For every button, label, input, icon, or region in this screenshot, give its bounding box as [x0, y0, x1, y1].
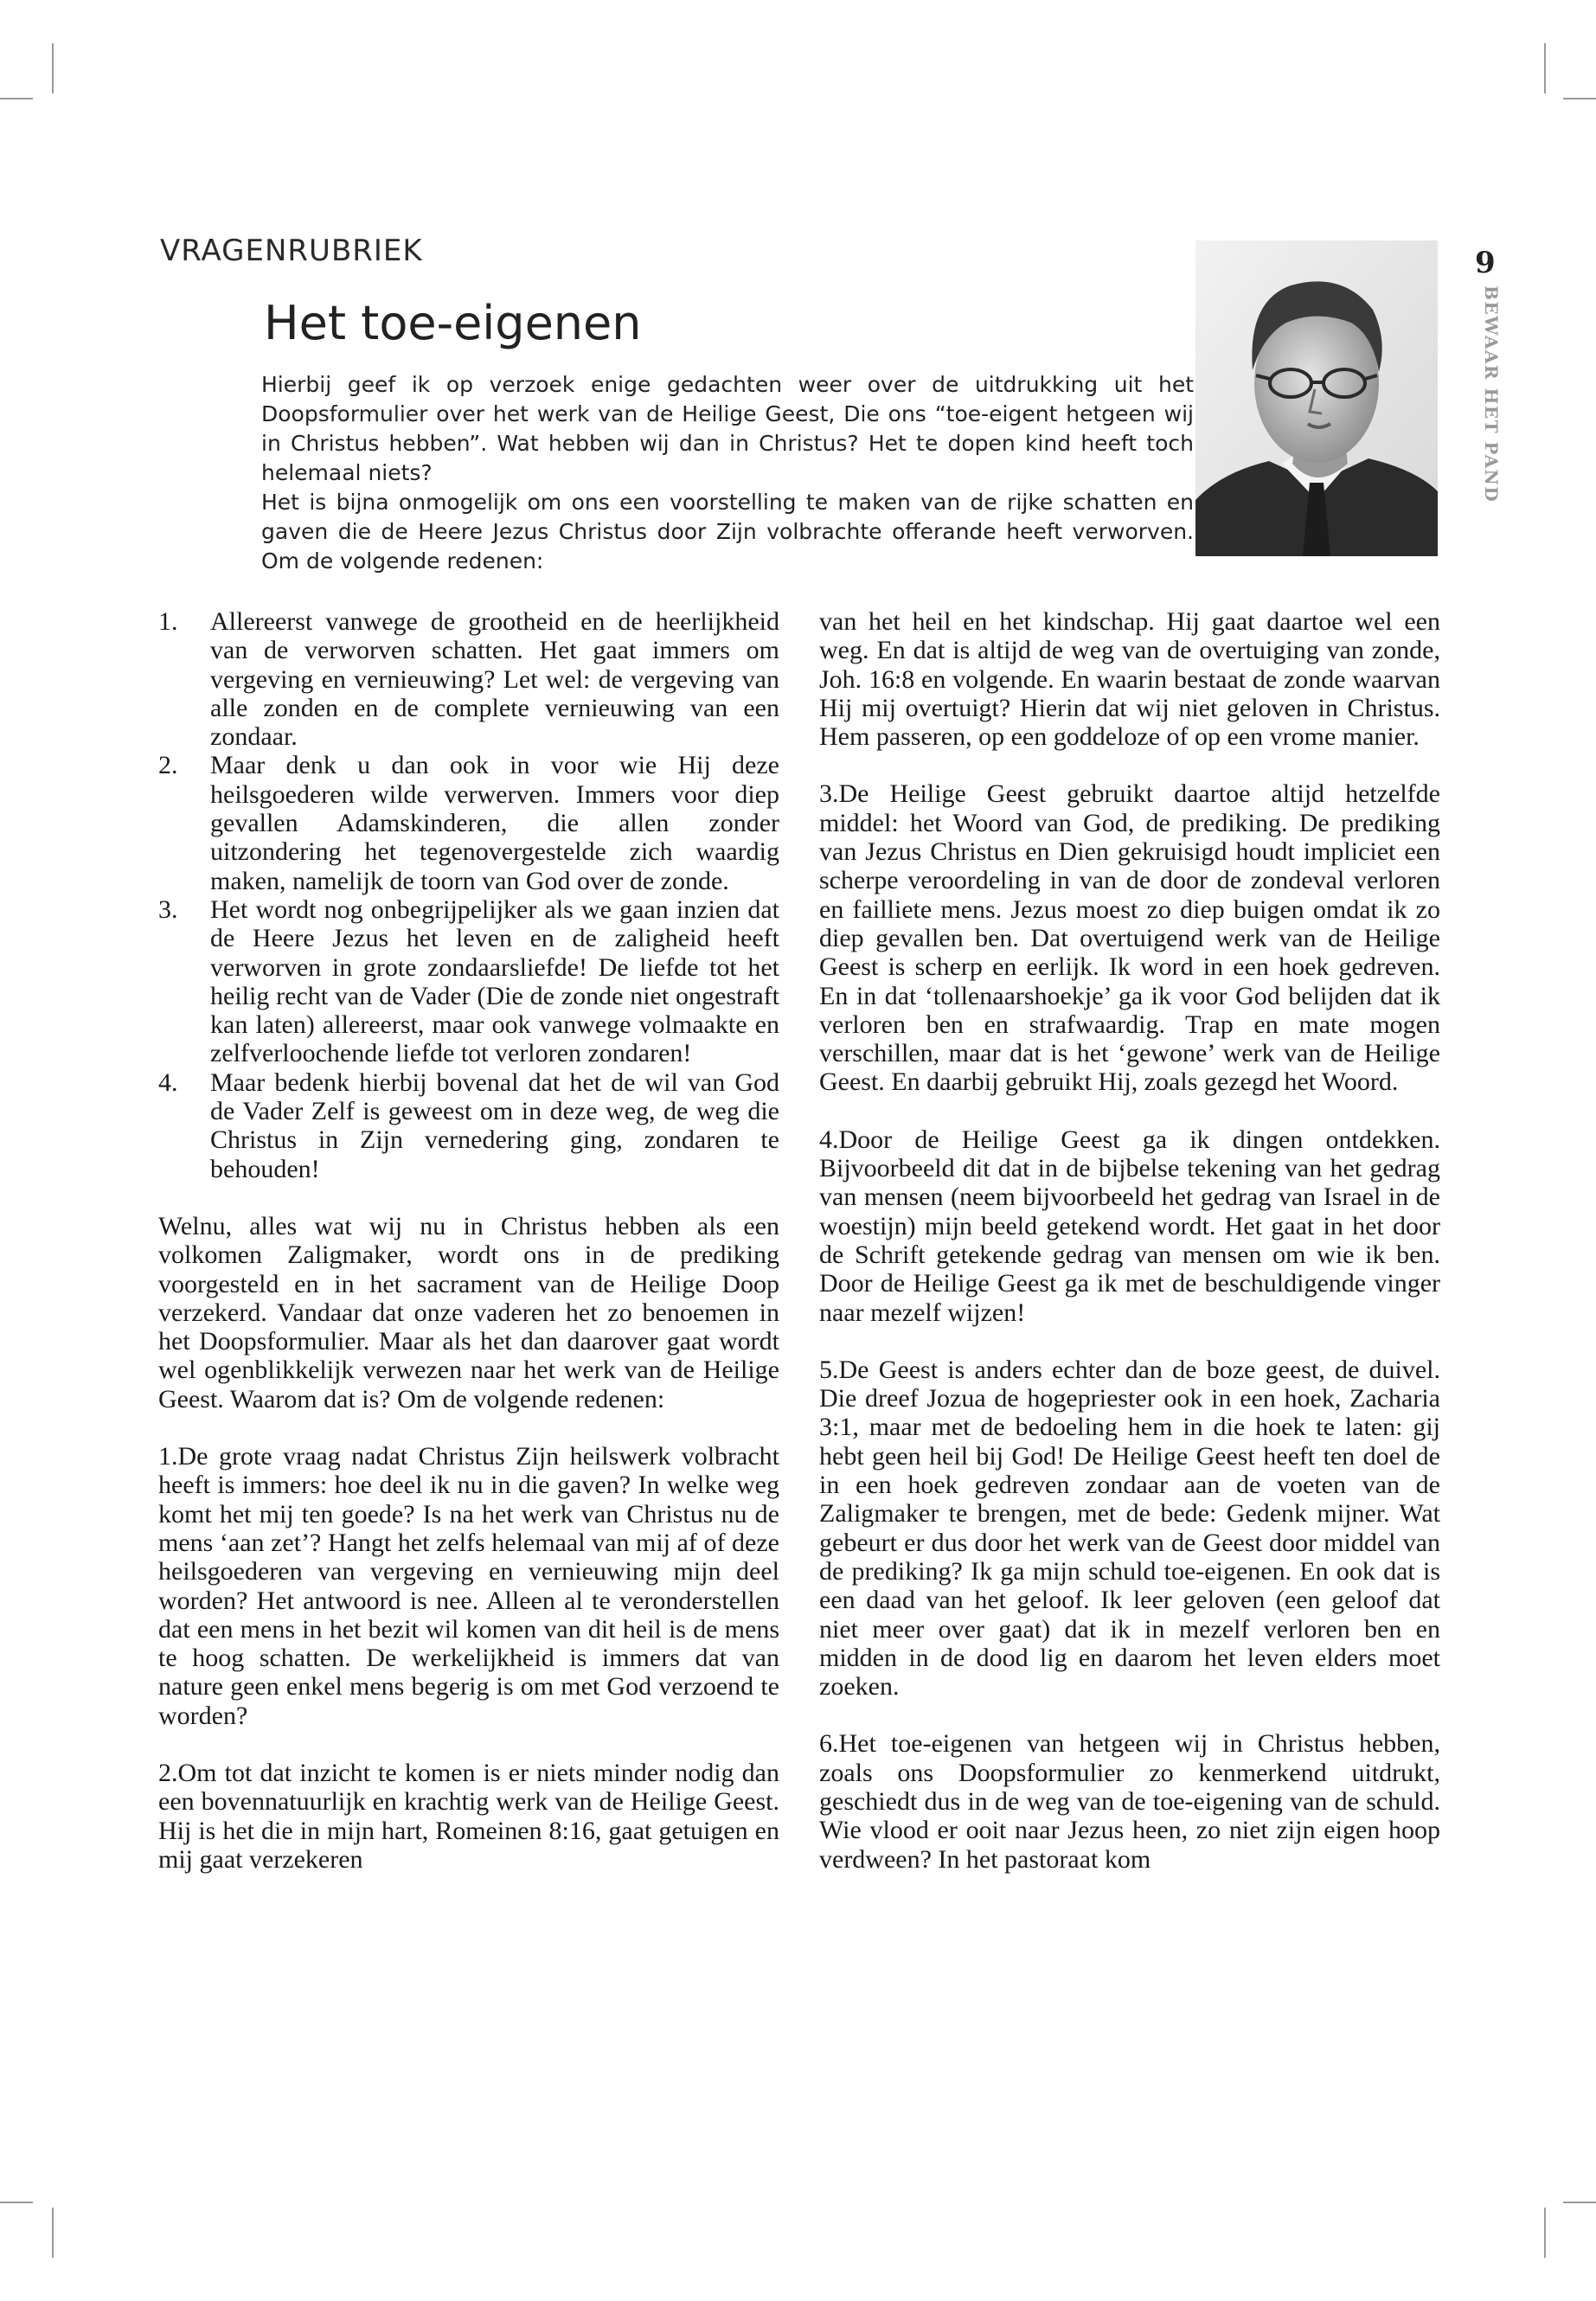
list-item — [158, 1068, 779, 1183]
magazine-name: BEWAAR HET PAND — [1481, 285, 1502, 503]
crop-mark — [0, 2202, 33, 2203]
list-text: Het wordt nog onbegrijpelijker als we gaan inzien dat de Heere Jezus het leven en de zaligheid heeft verworven in grote zondaarsliefde! De liefde tot het heilig recht van de Vader (Die de zonde niet ongestraft kan laten) allereerst, maar ook vanwege volmaakte en zelfverloochende liefde tot verloren zondaren! — [210, 894, 779, 1068]
list-number: 4. — [158, 1067, 178, 1097]
article-intro — [261, 370, 1194, 576]
body-paragraph: 4.Door de Heilige Geest ga ik dingen ontdekken. Bijvoorbeeld dit dat in de bijbelse tekening van het gedrag van mensen (neem bijvoorbeeld het gedrag van Israel in de woestijn) mijn beeld getekend wordt. Het gaat in het door de Schrift getekende gedrag van mensen om wie ik ben. Door de Heilige Geest ga ik met de beschuldigende vinger naar mezelf wijzen! — [819, 1125, 1440, 1327]
body-paragraph: 2.Om tot dat inzicht te komen is er niets minder nodig dan een bovennatuurlijk en krachtig werk van de Heilige Geest. Hij is het die in mijn hart, Romeinen 8:16, gaat getuigen en mij gaat verzekeren — [158, 1758, 779, 1874]
body-paragraph: Welnu, alles wat wij nu in Christus hebben als een volkomen Zaligmaker, wordt ons in de prediking voorgesteld en in het sacrament van de Heilige Doop verzekerd. Vandaar dat onze vaderen het zo benoemen in het Doopsformulier. Maar als het dan daarover gaat wordt wel ogenblikkelijk verwezen naar het werk van de Heilige Geest. Waarom dat is? Om de volgende redenen: — [158, 1211, 779, 1413]
crop-mark — [1563, 98, 1596, 99]
body-paragraph: 6.Het toe-eigenen van hetgeen wij in Christus hebben, zoals ons Doopsformulier zo kenmerkend uitdrukt, geschiedt dus in de weg van de toe-eigening van de schuld. Wie vlood er ooit naar Jezus heen, zo niet zijn eigen hoop verdween? In het pastoraat kom — [819, 1729, 1440, 1874]
list-text: Maar denk u dan ook in voor wie Hij deze heilsgoederen wilde verwerven. Immers voor diep gevallen Adamskinderen, die allen zonder uitzondering het tegenovergestelde zich waardig maken, namelijk de toorn van God over de zonde. — [210, 751, 779, 895]
body-paragraph: van het heil en het kindschap. Hij gaat daartoe wel een weg. En dat is altijd de weg van de overtuiging van zonde, Joh. 16:8 en volgende. En waarin bestaat de zonde waarvan Hij mij overtuigt? Hierin dat wij niet geloven in Christus. Hem passeren, op een goddeloze of op een vrome manier. — [819, 607, 1440, 752]
list-number: 3. — [158, 894, 178, 924]
list-item — [158, 895, 779, 1068]
crop-mark — [1563, 2202, 1596, 2203]
list-number: 2. — [158, 751, 178, 780]
list-number: 1. — [158, 607, 178, 636]
list-text: Maar bedenk hierbij bovenal dat het de wil van God de Vader Zelf is geweest om in deze weg, de weg die Christus in Zijn vernedering ging, zondaren te behouden! — [210, 1067, 779, 1183]
crop-mark — [0, 98, 33, 99]
author-photo — [1195, 240, 1438, 556]
body-paragraph: 1.De grote vraag nadat Christus Zijn heilswerk volbracht heeft is immers: hoe deel ik nu in die gaven? In welke weg komt het mij ten goede? Is na het werk van Christus nu de mens ‘aan zet’? Hangt het zelfs helemaal van mij af of deze heilsgoederen van vergeving en vernieuwing mijn deel worden? Het antwoord is nee. Alleen al te veronderstellen dat een mens in het bezit wil komen van dit heil is de mens te hoog schatten. De werkelijkheid is immers dat van nature geen enkel mens begerig is om met God verzoend te worden? — [158, 1442, 779, 1730]
crop-mark — [1544, 43, 1546, 93]
intro-paragraph: Het is bijna onmogelijk om ons een voorstelling te maken van de rijke schatten en gaven die de Heere Jezus Christus door Zijn volbrachte offerande heeft verworven. Om de volgende redenen: — [261, 490, 1194, 574]
list-item — [158, 751, 779, 894]
body-paragraph: 3.De Heilige Geest gebruikt daartoe altijd hetzelfde middel: het Woord van God, de prediking. De prediking van Jezus Christus en Dien gekruisigd houdt impliciet een scherpe veroordeling in van de door de zondeval verloren en failliete mens. Jezus moest zo diep buigen omdat ik zo diep gevallen ben. Dat overtuigend werk van de Heilige Geest is scherp en eerlijk. Ik word in een hoek gedreven. En in dat ‘tollenaarshoekje’ ga ik voor God belijden dat ik verloren ben en strafwaardig. Trap en mate mogen verschillen, maar dat is het ‘gewone’ werk van de Heilige Geest. En daarbij gebruikt Hij, zoals gezegd het Woord. — [819, 779, 1440, 1097]
crop-mark — [1544, 2208, 1546, 2258]
reasons-list — [158, 607, 779, 1183]
list-item — [158, 607, 779, 751]
crop-mark — [52, 43, 54, 93]
right-column — [819, 607, 1440, 1874]
crop-mark — [52, 2208, 54, 2258]
section-rubric: VRAGENRUBRIEK — [160, 234, 423, 268]
body-paragraph: 5.De Geest is anders echter dan de boze geest, de duivel. Die dreef Jozua de hogepriester ook in een hoek, Zacharia 3:1, maar met de bedoeling hem in die hoek te laten: gij hebt geen heil bij God! De Heilige Geest heeft ten doel de in een hoek gedreven zondaar aan de voeten van de Zaligmaker te brengen, met de bede: Gedenk mijner. Wat gebeurt er dus door het werk van de Geest door middel van de prediking? Ik ga mijn schuld toe-eigenen. En ook dat is een daad van het geloof. Ik leer geloven (een geloof dat niet meer over gaat) dat ik in mezelf verloren ben en midden in de dood lig en daarom het leven elders moet zoeken. — [819, 1355, 1440, 1702]
left-column — [158, 607, 779, 1874]
intro-paragraph: Hierbij geef ik op verzoek enige gedachten weer over de uitdrukking uit het Doopsformulier over het werk van de Heilige Geest, Die ons “toe-eigent hetgeen wij in Christus hebben”. Wat hebben wij dan in Christus? Het te dopen kind heeft toch helemaal niets? — [261, 372, 1194, 485]
list-text: Allereerst vanwege de grootheid en de heerlijkheid van de verworven schatten. Het gaat immers om vergeving en vernieuwing? Let wel: de vergeving van alle zonden en de complete vernieuwing van een zondaar. — [210, 607, 779, 752]
page-number: 9 — [1475, 246, 1496, 280]
article-title: Het toe-eigenen — [264, 296, 642, 350]
